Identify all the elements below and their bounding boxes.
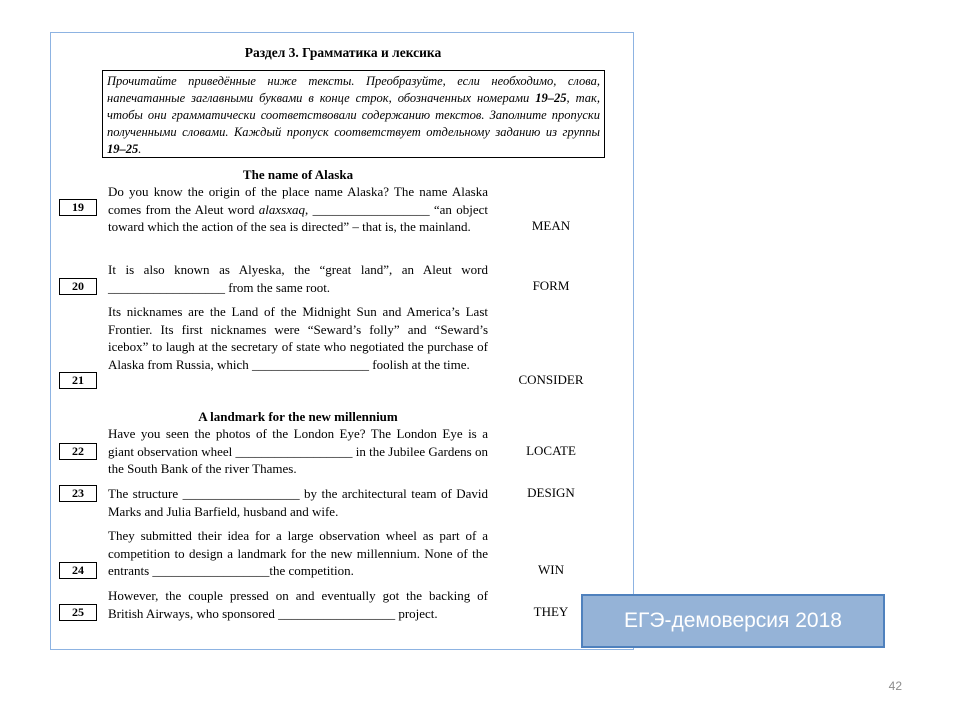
task-number: 20 — [59, 278, 97, 295]
task-keyword: MEAN — [531, 218, 571, 233]
text2-title: A landmark for the new millennium — [198, 409, 398, 424]
instructions-text-2: , так, чтобы они грамматически соответствовали содержанию текстов. Заполните пропуски полученными словами. Каждый пропуск соответствует отдельному заданию из группы — [107, 91, 600, 139]
instructions-text-3: . — [138, 142, 142, 156]
aleut-word: alaxsxaq — [258, 201, 306, 217]
task-keyword: CONSIDER — [518, 372, 584, 387]
task-text: The structure __________________ by the architectural team of David Marks and Julia Barfield, husband and wife. — [108, 486, 488, 519]
text1-title: The name of Alaska — [242, 167, 354, 182]
task-text: It is also known as Alyeska, the “great land”, an Aleut word __________________ from the same root. — [108, 262, 488, 295]
task-number: 23 — [59, 485, 97, 502]
instructions-box — [102, 70, 605, 158]
task-text: However, the couple pressed on and eventually got the backing of British Airways, who sponsored __________________ project. — [108, 588, 488, 621]
task-keyword: THEY — [533, 604, 569, 619]
exam-version-badge: ЕГЭ-демоверсия 2018 — [581, 594, 885, 648]
task-keyword: WIN — [538, 562, 564, 577]
slide-page-number: 42 — [888, 679, 902, 693]
task-keyword: DESIGN — [527, 485, 575, 500]
task-text: Do you know the origin of the place name Alaska? The name Alaska comes from the Aleut word alaxsxaq, __________________ “an object toward which the action of the sea is directed” – that is, the mainland. — [108, 184, 488, 234]
task-keyword: FORM — [532, 278, 570, 293]
task-text: Its nicknames are the Land of the Midnight Sun and America’s Last Frontier. Its first nicknames were “Seward’s folly” and “Seward’s icebox” to laugh at the secretary of state who negotiated the purchase of Alaska from Russia, which __________________ foolish at the time. — [108, 304, 488, 372]
task-number: 22 — [59, 443, 97, 460]
exam-page — [50, 32, 634, 650]
task-number: 24 — [59, 562, 97, 579]
task-number: 25 — [59, 604, 97, 621]
task-text: Have you seen the photos of the London Eye? The London Eye is a giant observation wheel __________________ in the Jubilee Gardens on the South Bank of the river Thames. — [108, 426, 488, 476]
task-keyword: LOCATE — [526, 443, 576, 458]
instructions-range-1: 19–25 — [535, 91, 567, 105]
task-number: 21 — [59, 372, 97, 389]
instructions-text-1: Прочитайте приведённые ниже тексты. Преобразуйте, если необходимо, слова, напечатанные заглавными буквами в конце строк, обозначенных номерами — [107, 74, 600, 105]
section-title: Раздел 3. Грамматика и лексика — [244, 45, 442, 60]
task-number: 19 — [59, 199, 97, 216]
instructions-range-2: 19–25 — [107, 142, 139, 156]
task-text: They submitted their idea for a large observation wheel as part of a competition to design a landmark for the new millennium. None of the entrants __________________the competition. — [108, 528, 488, 578]
